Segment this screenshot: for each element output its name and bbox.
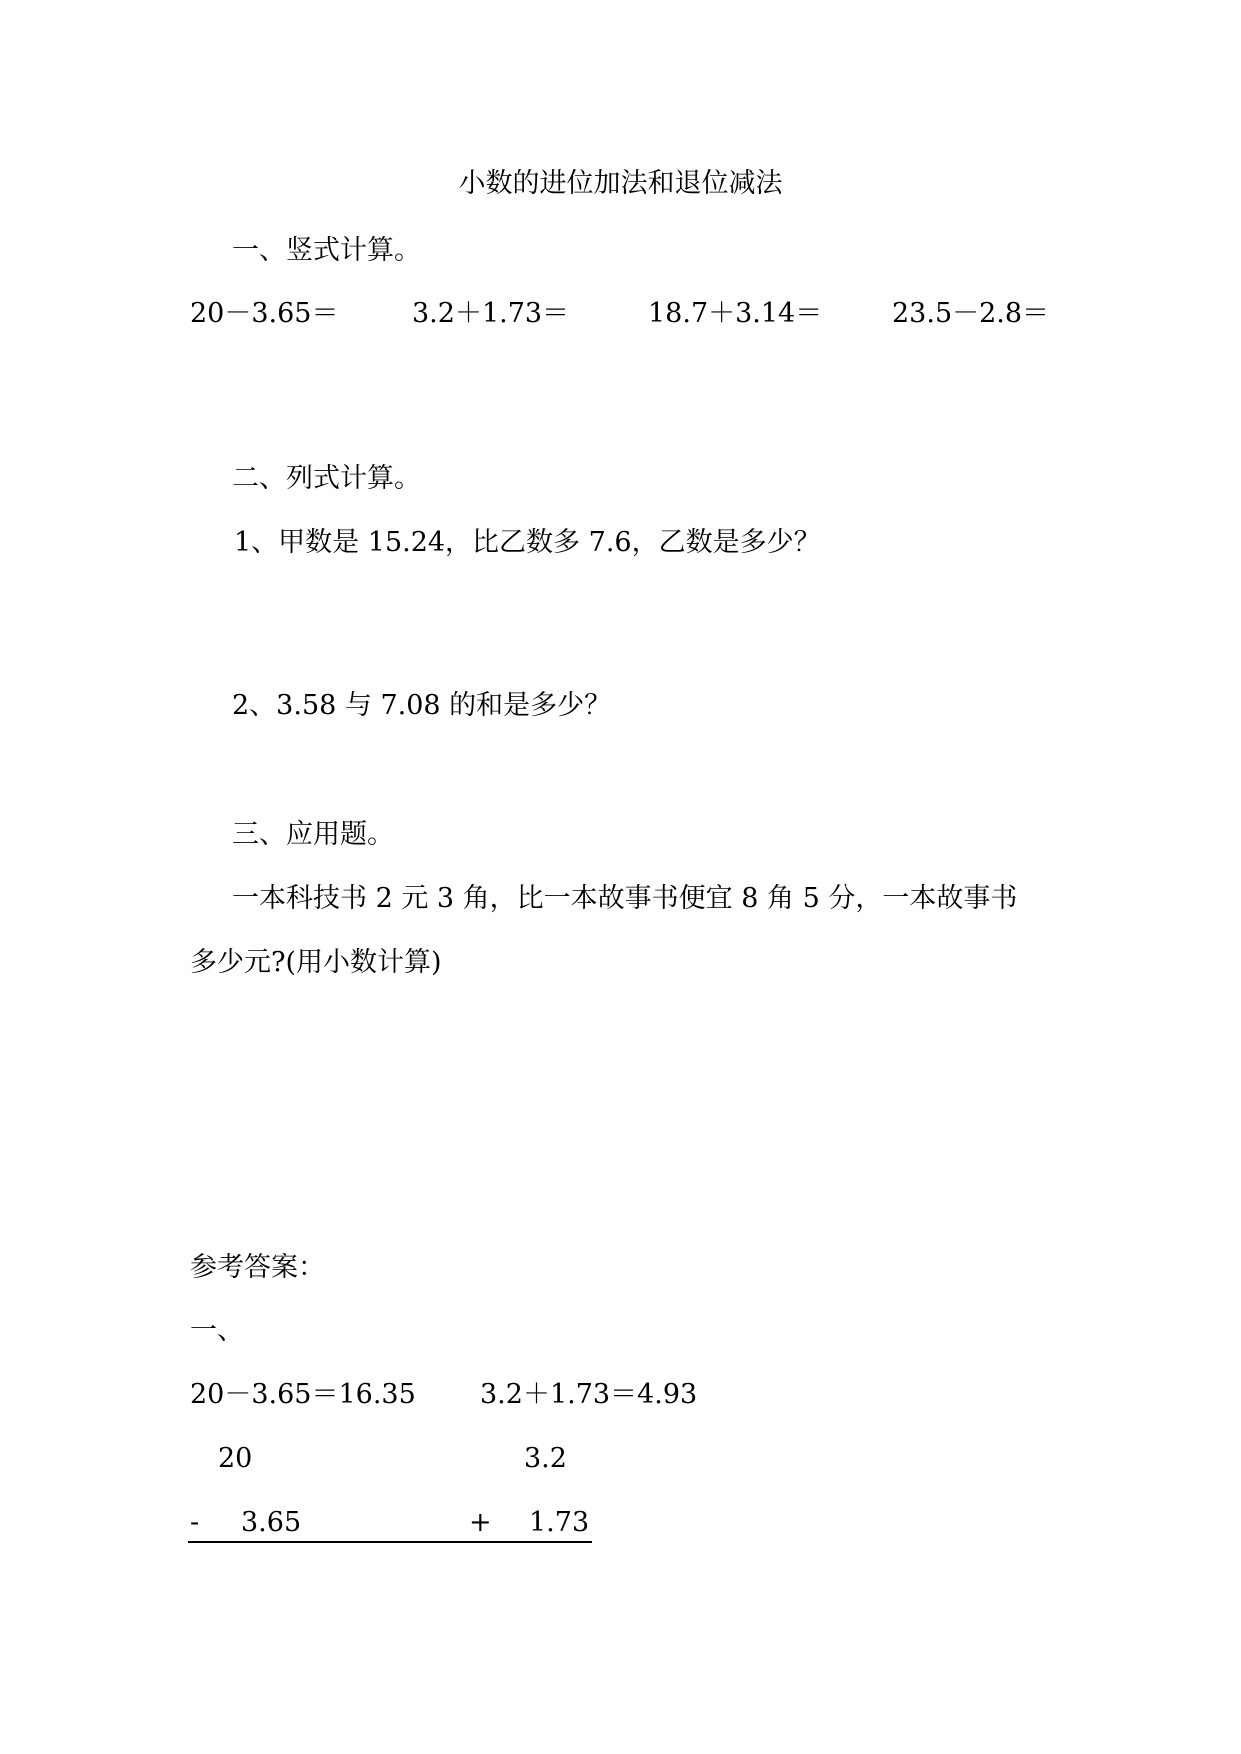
vertical-2-top-number: 3.2 [524, 1443, 567, 1474]
question-2: 2、3.58 与 7.08 的和是多少？ [232, 690, 612, 721]
section-heading-expression-calc: 二、列式计算。 [232, 463, 421, 494]
vertical-1-top-number: 20 [218, 1443, 253, 1474]
vertical-1-bottom-number: 3.65 [241, 1507, 302, 1538]
problem-1: 20－3.65＝ [190, 298, 339, 329]
page-title: 小数的进位加法和退位减法 [458, 168, 783, 199]
problem-3: 18.7＋3.14＝ [648, 298, 823, 329]
answer-equation-1: 20－3.65＝16.35 [190, 1379, 416, 1410]
vertical-2-bottom-number: 1.73 [529, 1507, 590, 1538]
answer-equation-2: 3.2＋1.73＝4.93 [480, 1379, 698, 1410]
question-1: 1、甲数是 15.24，比乙数多 7.6，乙数是多少？ [234, 527, 821, 558]
answers-heading: 参考答案： [190, 1252, 325, 1283]
section-heading-word-problem: 三、应用题。 [232, 819, 394, 850]
vertical-calc-underline [188, 1541, 592, 1543]
problem-4: 23.5－2.8＝ [892, 298, 1050, 329]
vertical-2-operator: + [469, 1507, 492, 1538]
word-problem-line-1: 一本科技书 2 元 3 角，比一本故事书便宜 8 角 5 分，一本故事书 [232, 883, 1018, 914]
problem-2: 3.2＋1.73＝ [412, 298, 570, 329]
answers-part-1-label: 一、 [190, 1315, 244, 1346]
vertical-1-operator: - [190, 1507, 200, 1538]
section-heading-vertical-calc: 一、竖式计算。 [232, 235, 421, 266]
word-problem-line-2: 多少元?(用小数计算) [190, 947, 442, 978]
